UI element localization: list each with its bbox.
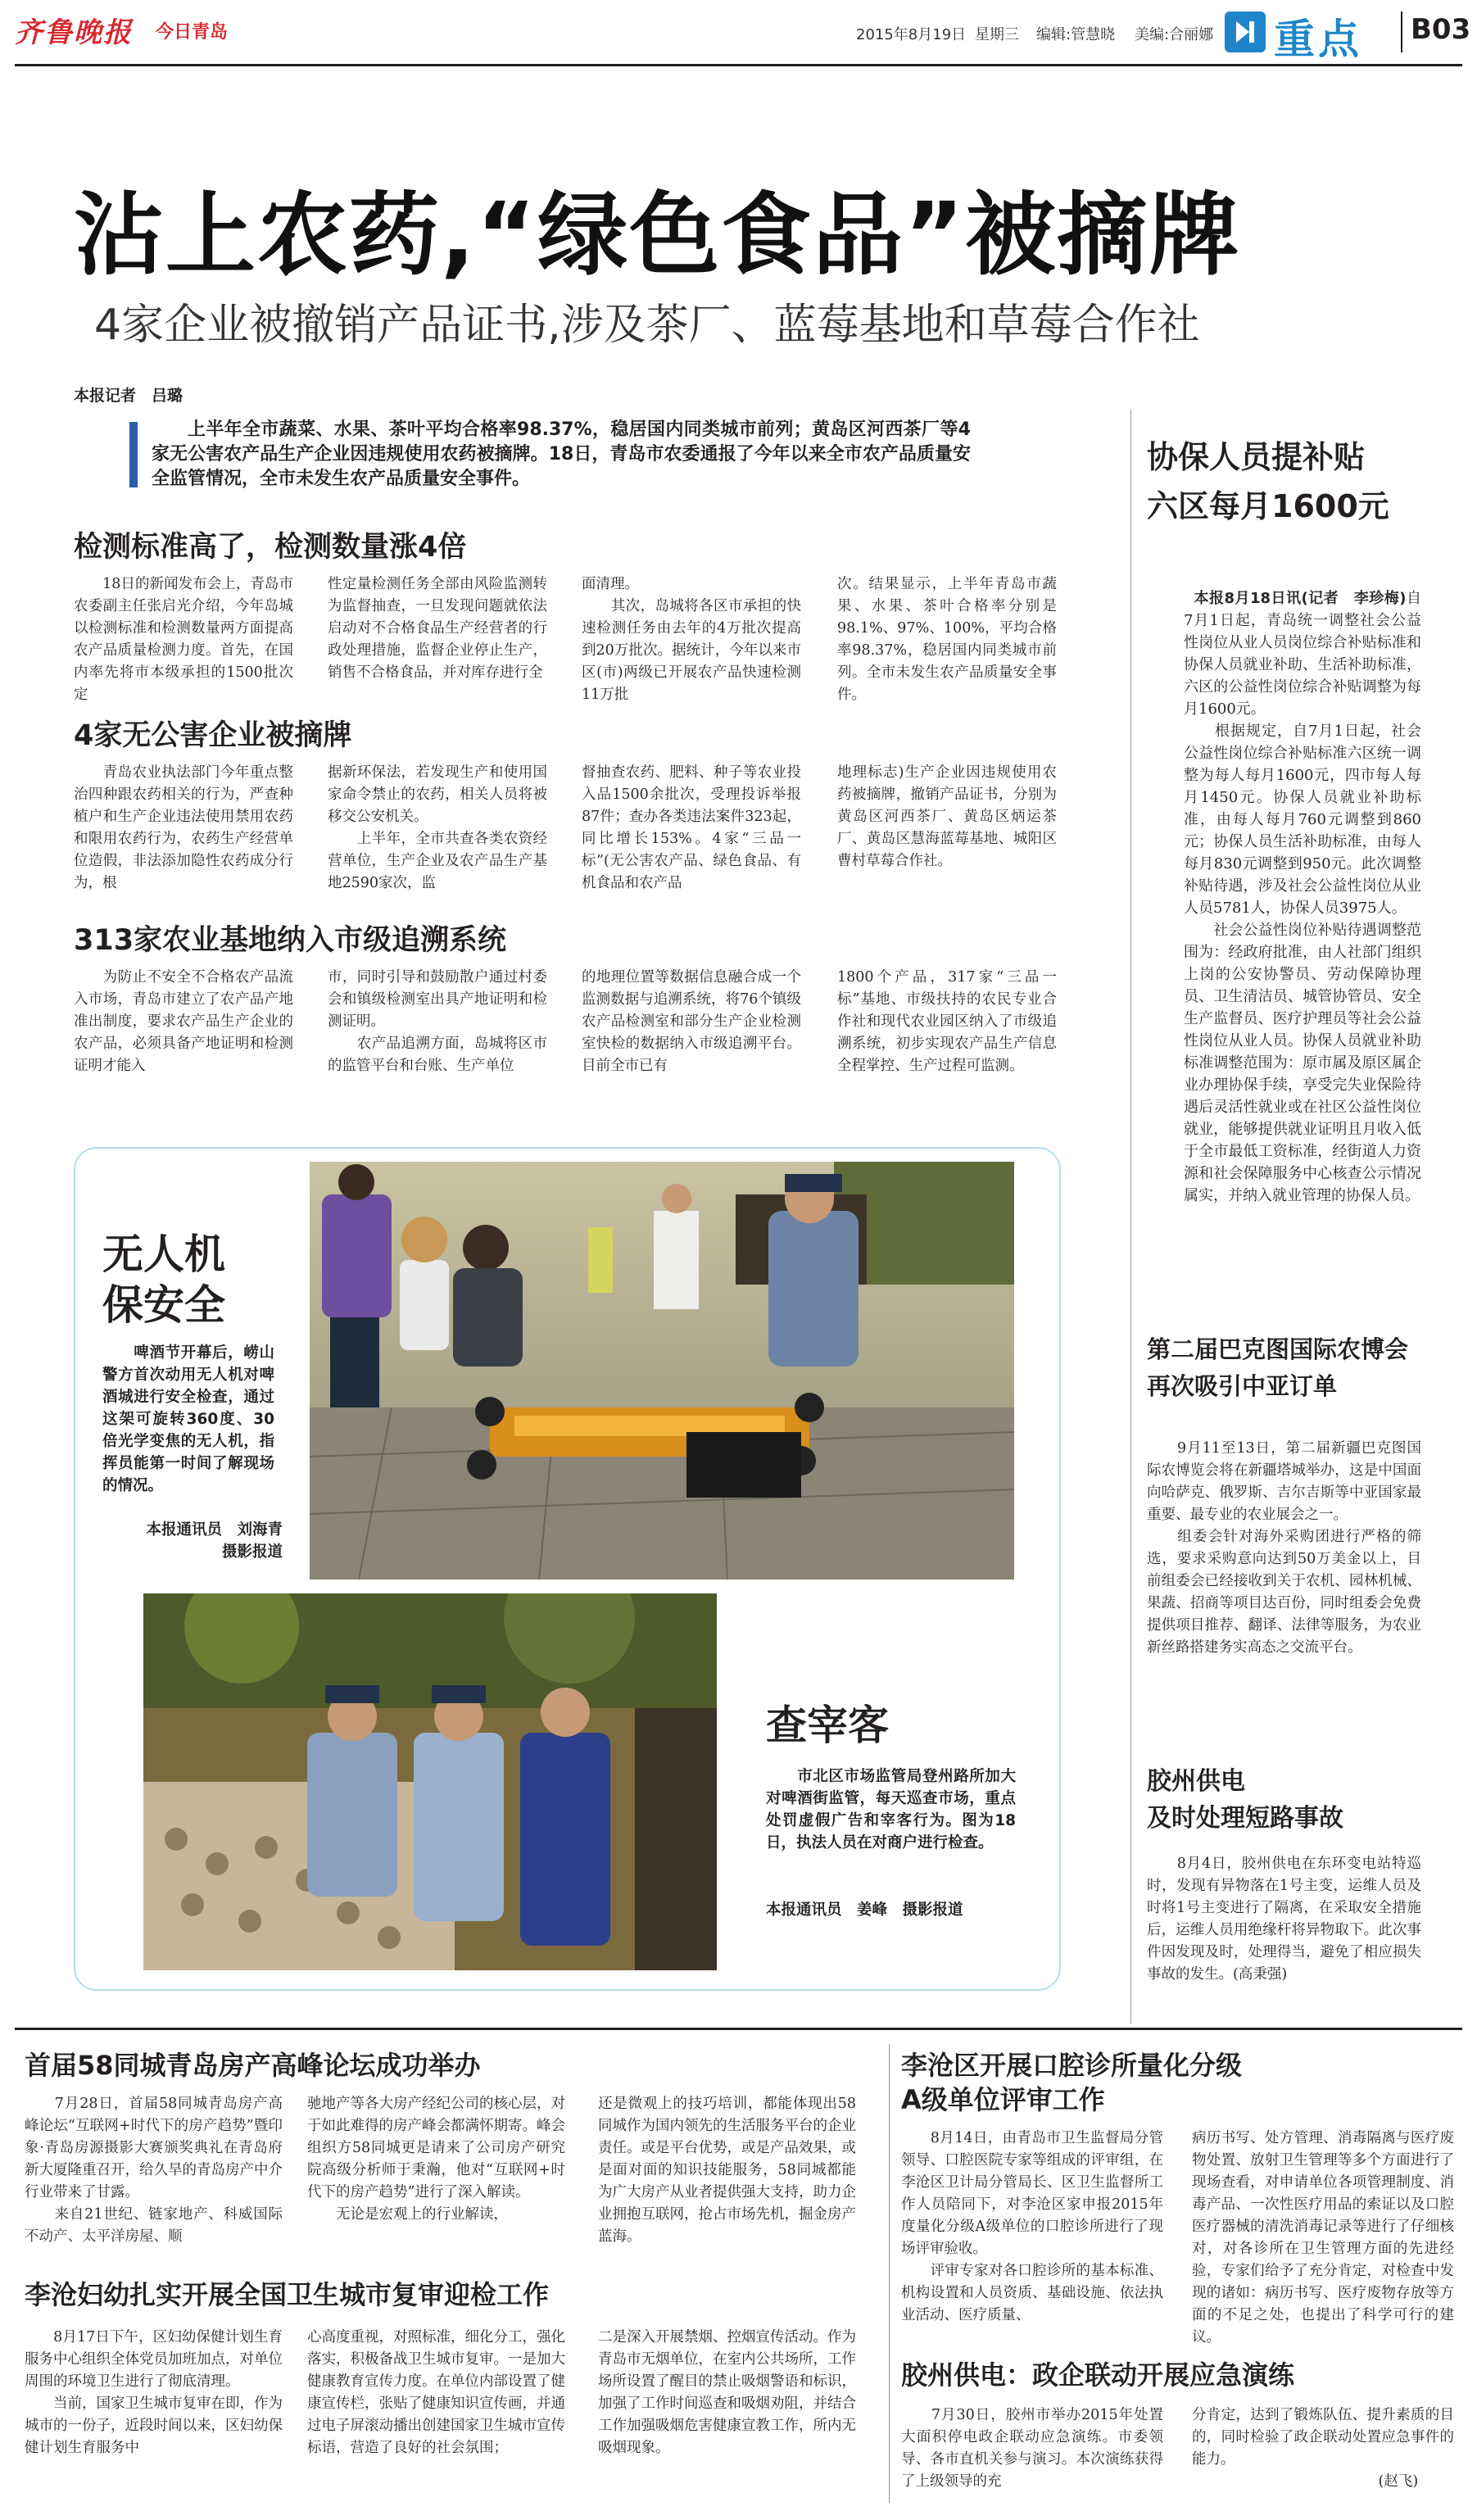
issue-date: 2015年8月19日 [856, 26, 967, 43]
hygiene-col-3: 二是深入开展禁烟、控烟宣传活动。作为青岛市无烟单位，在室内公共场所，工作场所设置了醒目的禁止吸烟警语和标识，加强了工作时间巡查和吸烟劝阻，并结合工作加强吸烟危害健康宣教工作，所内无吸烟现象。 [598, 2329, 856, 2456]
section-2-col-1: 青岛农业执法部门今年重点整治四种跟农药相关的行为，严查种植户和生产企业违法使用禁用农药和限用农药行为，农药生产经营单位造假，非法添加隐性农药成分行为，根 [74, 764, 293, 891]
section-1-col-2: 性定量检测任务全部由风险监测转为监督抽查，一旦发现问题就依法启动对不合格食品生产经营者的行政处理措施，监督企业停止生产，销售不合格食品，并对库存进行全 [328, 576, 547, 681]
dental-col-2: 病历书写、处方管理、消毒隔离与医疗废物处置、放射卫生管理等多个方面进行了现场查看，对申请单位各项管理制度、消毒产品、一次性医疗用品的索证以及口腔医疗器械的清洗消毒记录等进行了仔细核对，对各诊所在卫生管理方面的先进经验，专家们给予了充分肯定，对检查中发现的诸如：病历书写、医疗废物存放等方面的不足之处，也提出了科学可行的建议。 [1192, 2130, 1454, 2346]
section-3-col-4: 1800个产品，317家“三品一标”基地、市级扶持的农民专业合作社和现代农业园区纳入了市级追溯系统，初步实现农产品生产信息全程掌控、生产过程可监测。 [837, 969, 1057, 1074]
section-2-col-3: 督抽查农药、肥料、种子等农业投入品1500余批次，受理投诉举报87件；查办各类违法案件323起，同比增长153%。4家“三品一标”(无公害农产品、绿色食品、有机食品和农产品 [582, 764, 801, 891]
inspection-photo-caption: 市北区市场监管局登州路所加大对啤酒街监管，每天巡查市场，重点处罚虚假广告和宰客行为。图为18日，执法人员在对商户进行检查。 [766, 1768, 1016, 1851]
subsidy-body [1184, 565, 1421, 1207]
inspection-photo-credit: 本报通讯员 姜峰 摄影报道 [766, 1901, 963, 1919]
section-1-col-1: 18日的新闻发布会上，青岛市农委副主任张启光介绍，今年岛城以检测标准和检测数量两方面提高农产品质量检测力度。首先，在国内率先将市本级承担的1500批次定 [74, 576, 293, 703]
intro-bar [129, 422, 138, 487]
drone-photo-credit: 本报通讯员 刘海青 摄影报道 [146, 1521, 283, 1561]
section-1-title: 检测标准高了，检测数量涨4倍 [74, 531, 467, 564]
paper-logo: 齐鲁晚报 [15, 16, 133, 49]
inspection-photo-title: 查宰客 [766, 1702, 889, 1749]
drill-col-1: 7月30日，胶州市举办2015年处置大面积停电政企联动应急演练。市委领导、各市直机关参与演习。本次演练获得了上级领导的充 [901, 2407, 1163, 2490]
hygiene-col-1: 8月17日下午，区妇幼保健计划生育服务中心组织全体党员加班加点，对单位周围的环境卫生进行了彻底清理。 当前，国家卫生城市复审在即，作为城市的一份子，近段时间以来，区妇幼保健计划生育服务中 [25, 2329, 283, 2456]
forum-title: 首届58同城青岛房产高峰论坛成功举办 [25, 2050, 481, 2081]
section-3-col-2: 市，同时引导和鼓励散户通过村委会和镇级检测室出具产地证明和检测证明。 农产品追溯方面，岛城将区市的监管平台和台账、生产单位 [328, 969, 547, 1074]
dental-col-1: 8月14日，由青岛市卫生监督局分管领导、口腔医院专家等组成的评审组，在李沧区卫计局分管局长、区卫生监督所工作人员陪同下，对李沧区家申报2015年度量化分级A级单位的口腔诊所进行了现场评审验收。 评审专家对各口腔诊所的基本标准、机构设置和人员资质、基础设施、依法执业活动、医疗质量、 [901, 2130, 1163, 2323]
drone-photo-title: 无人机 保安全 [102, 1231, 225, 1329]
section-3-col-1: 为防止不安全不合格农产品流入市场，青岛市建立了农产品产地准出制度，要求农产品生产企业的农产品，必须具备产地证明和检测证明才能入 [74, 969, 293, 1074]
hygiene-title: 李沧妇幼扎实开展全国卫生城市复审迎检工作 [25, 2279, 550, 2310]
drone-photo-caption: 啤酒节开幕后，崂山警方首次动用无人机对啤酒城进行安全检查，通过这架可旋转360度、30倍光学变焦的无人机，指挥员能第一时间了解现场的情况。 [102, 1344, 274, 1494]
section-2-title: 4家无公害企业被摘牌 [74, 719, 352, 752]
bottom-section-rule [15, 2028, 1462, 2030]
masthead-rule [15, 64, 1462, 66]
lead-headline: 沾上农药,“绿色食品”被摘牌 [74, 183, 1241, 288]
section-3-title: 313家农业基地纳入市级追溯系统 [74, 924, 507, 957]
masthead [0, 0, 1477, 61]
section-2-col-4: 地理标志)生产企业因违规使用农药被摘牌，撤销产品证书，分别为黄岛区河西茶厂、黄岛区炳运茶厂、黄岛区慧海蓝莓基地、城阳区曹村草莓合作社。 [837, 764, 1057, 869]
subsidy-text: 自7月1日起，青岛统一调整社会公益性岗位从业人员岗位综合补贴标准和协保人员就业补助、生活补助标准，六区的公益性岗位综合补贴调整为每月1600元。 根据规定，自7月1日起，社会公益性岗位综合补贴标准六区统一调整为每人每月1600元，四市每人每月1450元。协保人员就业补助标准，由每人每月760元调整到860元；协保人员生活补助标准，由每人每月830元调整到950元。此次调整补贴待遇，涉及社会公益性岗位从业人员5781人，协保人员3975人。 社会公益性岗位补贴待遇调整范围为：经政府批准，由人社部门组织上岗的公安协警员、劳动保障协理员、卫生清洁员、城管协管员、安全生产监督员、医疗护理员等社会公益性岗位从业人员。协保人员就业补助标准调整范围为：原市属及原区属企业办理协保手续，享受完失业保险待遇后灵活性就业或在社区公益性岗位就业，能够提供就业证明且月收入低于全市最低工资标准，经街道人力资源和社会保障服务中心核查公示情况属实，并纳入就业管理的协保人员。 [1184, 590, 1422, 1204]
section-3-col-3: 的地理位置等数据信息融合成一个监测数据与追溯系统，将76个镇级农产品检测室和部分生产企业检测室快检的数据纳入市级追溯平台。目前全市已有 [582, 969, 801, 1074]
forum-col-2: 驰地产等各大房产经纪公司的核心层，对于如此难得的房产峰会都满怀期寄。峰会组织方58同城更是请来了公司房产研究院高级分析师于秉瀚，他对“互联网+时代下的房产趋势”进行了深入解读。 无论是宏观上的行业解读， [307, 2096, 565, 2223]
subsidy-lead: 本报8月18日讯(记者 李珍梅) [1194, 590, 1407, 607]
key-news-icon [1225, 11, 1266, 52]
drill-col-2: 分肯定，达到了锻炼队伍、提升素质的目的，同时检验了政企联动处置应急事件的能力。 (赵飞) [1192, 2407, 1454, 2490]
lead-byline: 本报记者 吕璐 [74, 387, 183, 405]
editor-credit: 编辑:管慧晓 [1036, 26, 1116, 43]
bottom-column-divider [889, 2044, 890, 2503]
subsidy-title: 协保人员提补贴 六区每月1600元 [1147, 439, 1389, 524]
forum-col-3: 还是微观上的技巧培训，都能体现出58同城作为国内领先的生活服务平台的企业责任。或是平台优势，或是产品效果，或是面对面的知识技能服务，58同城都能为广大房产从业者提供强大支持，助力企业拥抱互联网，抢占市场先机，掘金房产蓝海。 [598, 2096, 856, 2245]
lead-subheadline: 4家企业被撤销产品证书,涉及茶厂、蓝莓基地和草莓合作社 [94, 301, 1200, 350]
section-1-col-3: 面清理。 其次，岛城将各区市承担的快速检测任务由去年的4万批次提高到20万批次。据统计，今年以来市区(市)两级已开展农产品快速检测11万批 [582, 576, 801, 703]
inspection-photo [143, 1593, 717, 1970]
forum-col-1: 7月28日，首届58同城青岛房产高峰论坛“互联网+时代下的房产趋势”暨印象·青岛房源摄影大赛颁奖典礼在青岛府新大厦隆重召开，给久旱的青岛房产中介行业带来了甘露。 来自21世纪、链家地产、科威国际不动产、太平洋房屋、顺 [25, 2096, 283, 2245]
expo-body: 9月11至13日，第二届新疆巴克图国际农博览会将在新疆塔城举办，这是中国面向哈萨克、俄罗斯、吉尔吉斯等中亚国家最重要、最专业的农业展会之一。 组委会针对海外采购团进行严格的筛选，要求采购意向达到50万美金以上，目前组委会已经接收到关于农机、园林机械、果蔬、招商等项目达百份，同时组委会免费提供项目推荐、翻译、法律等服务，为农业新丝路搭建务实高态之交流平台。 [1147, 1440, 1421, 1656]
right-column-divider [1130, 410, 1131, 2024]
column-label: 重点 [1274, 16, 1362, 63]
issue-weekday: 星期三 [975, 26, 1019, 43]
drill-title: 胶州供电：政企联动开展应急演练 [901, 2359, 1295, 2391]
dental-title: 李沧区开展口腔诊所量化分级 A级单位评审工作 [901, 2050, 1243, 2115]
expo-title: 第二届巴克图国际农博会 再次吸引中亚订单 [1147, 1335, 1409, 1400]
section-2-col-2: 据新环保法，若发现生产和使用国家命令禁止的农药，相关人员将被移交公安机关。 上半年，全市共查各类农资经营单位，生产企业及农产品生产基地2590家次，监 [328, 764, 547, 891]
hygiene-col-2: 心高度重视，对照标准，细化分工，强化落实，积极备战卫生城市复审。一是加大健康教育宣传力度。在单位内部设置了健康宣传栏，张贴了健康知识宣传画，并通过电子屏滚动播出创建国家卫生城市宣传标语，营造了良好的社会氛围； [307, 2329, 565, 2456]
power-body: 8月4日，胶州供电在东环变电站特巡时，发现有异物落在1号主变，运维人员及时将1号主变进行了隔离，在采取安全措施后，运维人员用绝缘杆将异物取下。此次事件因发现及时，处理得当，避免了相应损失事故的发生。(高秉强) [1147, 1856, 1421, 1983]
power-title: 胶州供电 及时处理短路事故 [1147, 1767, 1343, 1833]
drone-photo [310, 1162, 1014, 1580]
art-editor-credit: 美编:合丽娜 [1135, 26, 1214, 43]
section-name: 今日青岛 [156, 22, 229, 43]
page-number: B03 [1411, 13, 1471, 46]
lead-intro: 上半年全市蔬菜、水果、茶叶平均合格率98.37%，稳居国内同类城市前列；黄岛区河西茶厂等4家无公害农产品生产企业因违规使用农药被摘牌。18日，青岛市农委通报了今年以来全市农产品质量安全监管情况，全市未发生农产品质量安全事件。 [152, 419, 971, 489]
section-1-col-4: 次。结果显示，上半年青岛市蔬果、水果、茶叶合格率分别是98.1%、97%、100%，平均合格率98.37%，稳居国内同类城市前列。全市未发生农产品质量安全事件。 [837, 576, 1057, 703]
